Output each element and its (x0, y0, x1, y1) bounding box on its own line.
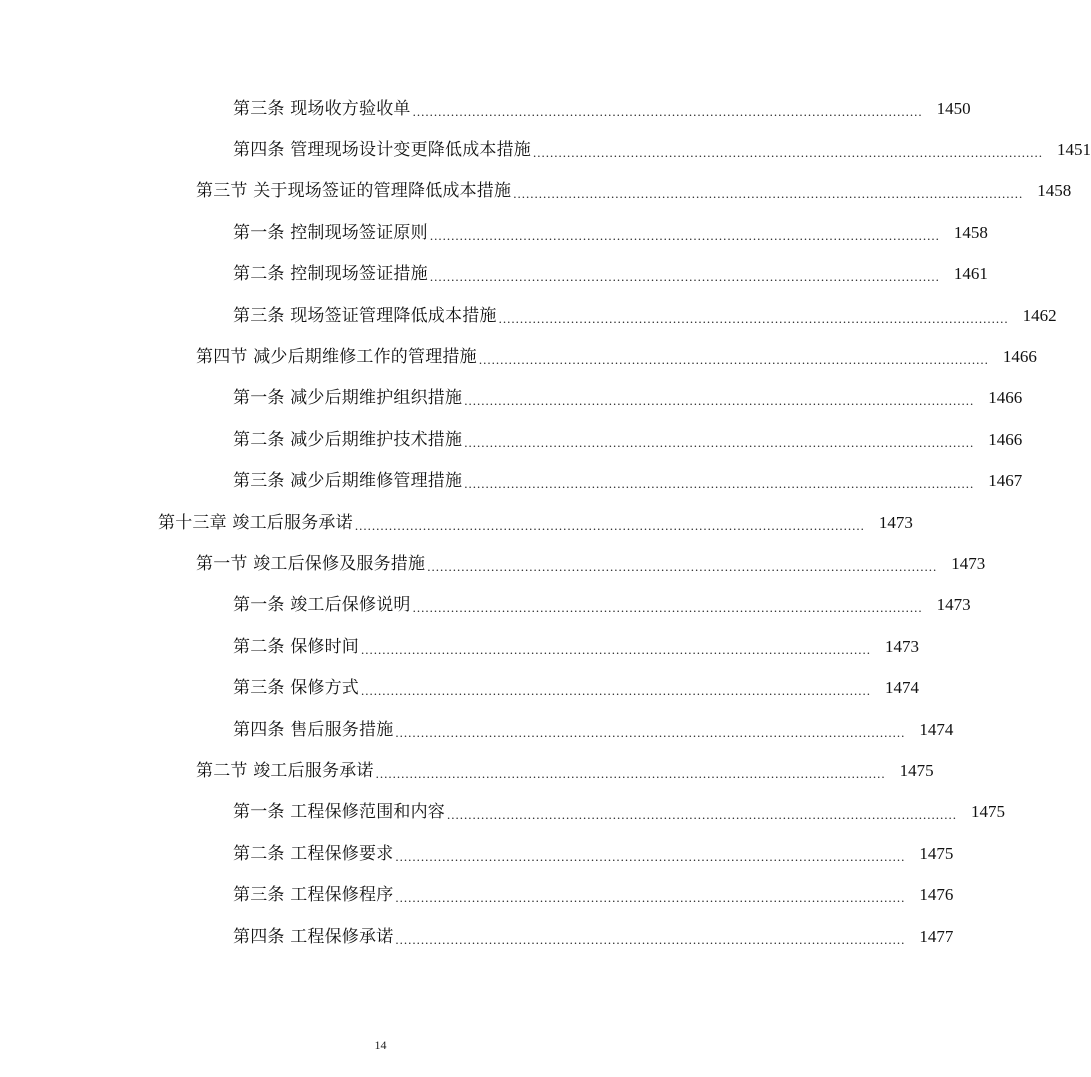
toc-entry[interactable] (0, 254, 988, 295)
dot-leader: ........................................................................................................................ (447, 807, 958, 823)
toc-entry-label: 第三条 保修方式 (233, 678, 360, 699)
toc-entry[interactable] (0, 419, 1023, 460)
dot-leader: ........................................................................................................................ (354, 517, 865, 533)
toc-entry-label: 第四条 售后服务措施 (233, 719, 394, 740)
toc-entry-page: 1474 (919, 719, 954, 739)
toc-entry-label: 第三条 减少后期维修管理措施 (233, 471, 463, 492)
toc-entry-label: 第二条 控制现场签证措施 (233, 264, 428, 285)
toc-entry[interactable] (0, 874, 954, 915)
toc-entry-label: 第一节 竣工后保修及服务措施 (196, 553, 426, 574)
toc-entry[interactable] (0, 295, 1057, 336)
toc-entry-page: 1473 (951, 553, 986, 573)
dot-leader: ........................................................................................................................ (464, 476, 975, 492)
toc-entry-label: 第四条 工程保修承诺 (233, 926, 394, 947)
toc-entry[interactable] (0, 626, 920, 667)
dot-leader: ........................................................................................................................ (395, 890, 906, 906)
toc-entry-page: 1458 (953, 222, 988, 242)
toc-entry-label: 第二节 竣工后服务承诺 (196, 760, 374, 781)
dot-leader: ........................................................................................................................ (513, 186, 1024, 202)
toc-entry-page: 1474 (885, 678, 920, 698)
dot-leader: ........................................................................................................................ (464, 393, 975, 409)
toc-entry-label: 第三条 工程保修程序 (233, 885, 394, 906)
dot-leader: ........................................................................................................................ (533, 145, 1044, 161)
toc-entry-page: 1458 (1037, 181, 1072, 201)
dot-leader: ........................................................................................................................ (412, 600, 923, 616)
toc-entry-page: 1462 (1022, 305, 1057, 325)
toc-entry-label: 第三条 现场签证管理降低成本措施 (233, 305, 497, 326)
toc-entry[interactable] (0, 461, 1023, 502)
toc-entry-page: 1466 (1002, 347, 1037, 367)
toc-entry[interactable] (0, 916, 954, 957)
toc-entry-page: 1475 (899, 760, 934, 780)
dot-leader: ........................................................................................................................ (498, 310, 1009, 326)
toc-entry-label: 第三节 关于现场签证的管理降低成本措施 (196, 181, 512, 202)
toc-entry[interactable] (0, 833, 954, 874)
toc-entry[interactable] (0, 543, 986, 584)
toc-entry[interactable] (0, 171, 1072, 212)
table-of-contents (0, 88, 1091, 957)
dot-leader: ........................................................................................................................ (375, 765, 886, 781)
toc-entry[interactable] (0, 585, 971, 626)
dot-leader: ........................................................................................................................ (361, 683, 872, 699)
toc-entry-label: 第一条 竣工后保修说明 (233, 595, 411, 616)
toc-entry[interactable] (0, 378, 1023, 419)
dot-leader: ........................................................................................................................ (395, 724, 906, 740)
toc-entry-page: 1467 (988, 471, 1023, 491)
toc-entry-label: 第一条 控制现场签证原则 (233, 222, 428, 243)
toc-entry[interactable] (0, 792, 1006, 833)
toc-entry-page: 1476 (919, 885, 954, 905)
toc-entry-page: 1477 (919, 926, 954, 946)
toc-entry[interactable] (0, 336, 1037, 377)
dot-leader: ........................................................................................................................ (361, 641, 872, 657)
toc-entry[interactable] (0, 667, 920, 708)
toc-entry[interactable] (0, 88, 971, 129)
dot-leader: ........................................................................................................................ (395, 931, 906, 947)
toc-entry[interactable] (0, 709, 954, 750)
toc-entry-page: 1466 (988, 388, 1023, 408)
dot-leader: ........................................................................................................................ (478, 352, 989, 368)
toc-entry-label: 第一条 工程保修范围和内容 (233, 802, 446, 823)
toc-entry[interactable] (0, 129, 1091, 170)
dot-leader: ........................................................................................................................ (464, 434, 975, 450)
toc-entry-label: 第四节 减少后期维修工作的管理措施 (196, 347, 477, 368)
toc-entry-label: 第二条 减少后期维护技术措施 (233, 429, 463, 450)
toc-entry-page: 1473 (878, 512, 913, 532)
toc-entry[interactable] (0, 212, 988, 253)
toc-entry-page: 1473 (936, 595, 971, 615)
dot-leader: ........................................................................................................................ (412, 103, 923, 119)
toc-entry-label: 第三条 现场收方验收单 (233, 98, 411, 119)
page-number: 14 (374, 1038, 387, 1052)
toc-entry-page: 1473 (885, 636, 920, 656)
toc-entry-page: 1450 (936, 98, 971, 118)
toc-entry-label: 第十三章 竣工后服务承诺 (158, 512, 353, 533)
dot-leader: ........................................................................................................................ (429, 269, 940, 285)
dot-leader: ........................................................................................................................ (395, 848, 906, 864)
toc-entry-page: 1466 (988, 429, 1023, 449)
dot-leader: ........................................................................................................................ (429, 227, 940, 243)
toc-entry-page: 1475 (919, 843, 954, 863)
toc-entry-page: 1451 (1057, 140, 1091, 160)
toc-entry-label: 第二条 保修时间 (233, 636, 360, 657)
dot-leader: ........................................................................................................................ (427, 558, 938, 574)
toc-entry-page: 1461 (953, 264, 988, 284)
toc-entry-label: 第一条 减少后期维护组织措施 (233, 388, 463, 409)
toc-entry[interactable] (0, 502, 913, 543)
toc-entry-label: 第四条 管理现场设计变更降低成本措施 (233, 140, 532, 161)
toc-entry-page: 1475 (971, 802, 1006, 822)
toc-entry[interactable] (0, 750, 934, 791)
toc-entry-label: 第二条 工程保修要求 (233, 843, 394, 864)
